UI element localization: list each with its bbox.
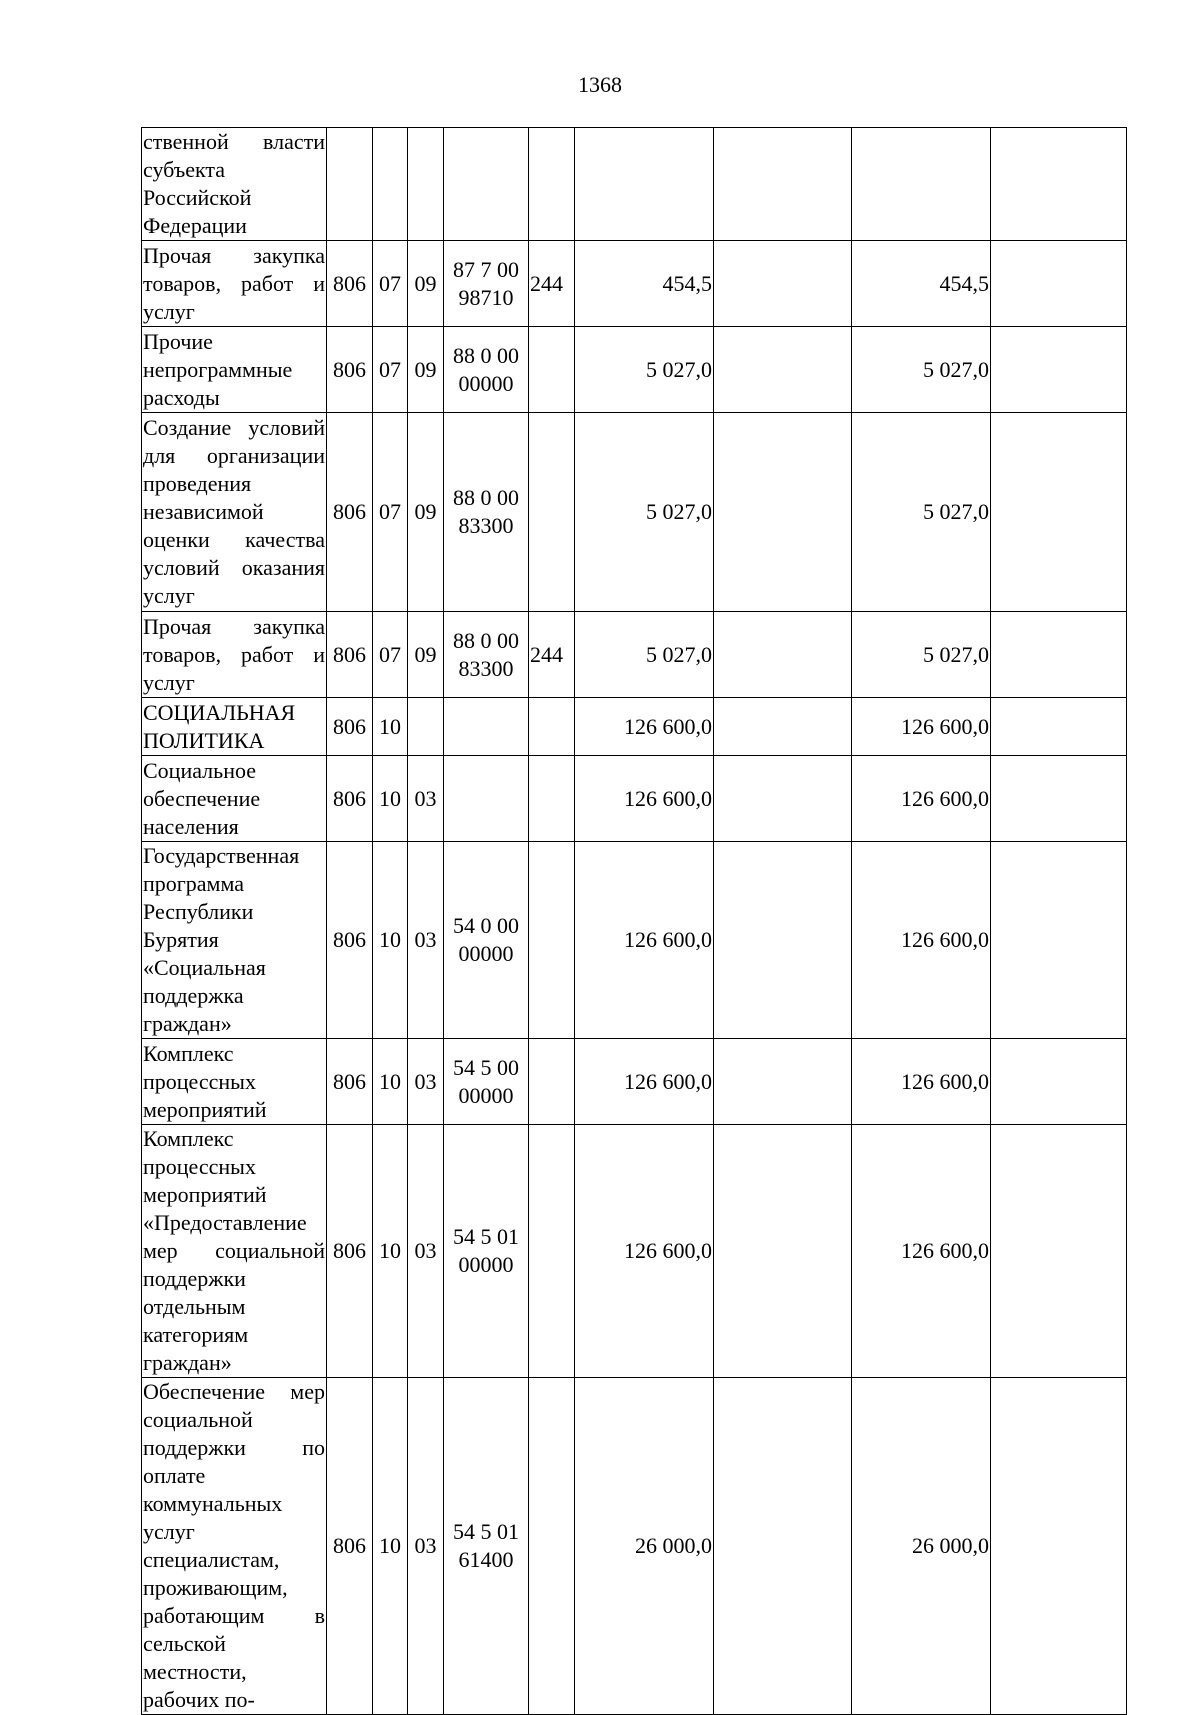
sum4-cell (991, 698, 1127, 756)
sum2-cell (714, 698, 852, 756)
rz-cell (373, 128, 408, 241)
sum1-cell: 126 600,0 (575, 1125, 714, 1378)
rz-cell: 10 (373, 1378, 408, 1715)
pr-cell: 09 (408, 327, 444, 413)
table-row (142, 1125, 1127, 1378)
row-name-cell: Комплекс процессных мероприятий «Предоставление мер социальной поддержки отдельным категориям граждан» (142, 1125, 327, 1378)
pr-cell: 03 (408, 1039, 444, 1125)
sum3-cell: 126 600,0 (852, 756, 991, 842)
table-row (142, 128, 1127, 241)
cs-cell: 54 5 00 00000 (444, 1039, 529, 1125)
vr-cell (529, 1039, 575, 1125)
rz-cell: 10 (373, 842, 408, 1039)
sum1-cell: 126 600,0 (575, 842, 714, 1039)
cs-cell (444, 698, 529, 756)
pr-cell: 03 (408, 756, 444, 842)
table-row (142, 612, 1127, 698)
table-row (142, 842, 1127, 1039)
pr-cell: 09 (408, 612, 444, 698)
row-name-cell: ственной власти субъекта Российской Федерации (142, 128, 327, 241)
sum4-cell (991, 413, 1127, 612)
pr-cell (408, 698, 444, 756)
rz-cell: 07 (373, 612, 408, 698)
vr-cell (529, 698, 575, 756)
table-row (142, 327, 1127, 413)
sum1-cell: 126 600,0 (575, 756, 714, 842)
gr-cell: 806 (327, 1378, 373, 1715)
pr-cell (408, 128, 444, 241)
sum4-cell (991, 1039, 1127, 1125)
rz-cell: 07 (373, 327, 408, 413)
sum1-cell: 126 600,0 (575, 1039, 714, 1125)
pr-cell: 03 (408, 842, 444, 1039)
pr-cell: 09 (408, 413, 444, 612)
sum2-cell (714, 413, 852, 612)
gr-cell: 806 (327, 327, 373, 413)
vr-cell (529, 1378, 575, 1715)
row-name-cell: Прочая закупка товаров, работ и услуг (142, 241, 327, 327)
table-row (142, 698, 1127, 756)
sum4-cell (991, 128, 1127, 241)
gr-cell: 806 (327, 1125, 373, 1378)
table-row (142, 756, 1127, 842)
cs-cell: 54 5 01 61400 (444, 1378, 529, 1715)
sum3-cell: 5 027,0 (852, 612, 991, 698)
sum3-cell: 126 600,0 (852, 1039, 991, 1125)
row-name-cell: Обеспечение мер социальной поддержки по оплате коммунальных услуг специалистам, проживающим, работающим в сельской местности, рабочих по- (142, 1378, 327, 1715)
gr-cell: 806 (327, 612, 373, 698)
sum2-cell (714, 756, 852, 842)
row-name-cell: Создание условий для организации проведения независимой оценки качества условий оказания услуг (142, 413, 327, 612)
pr-cell: 03 (408, 1125, 444, 1378)
table-row (142, 1378, 1127, 1715)
row-name-cell: Прочие непрограммные расходы (142, 327, 327, 413)
sum3-cell: 26 000,0 (852, 1378, 991, 1715)
vr-cell (529, 842, 575, 1039)
sum4-cell (991, 612, 1127, 698)
table-body (142, 128, 1127, 1715)
row-name-cell: Прочая закупка товаров, работ и услуг (142, 612, 327, 698)
pr-cell: 09 (408, 241, 444, 327)
table-row (142, 413, 1127, 612)
cs-cell (444, 756, 529, 842)
sum3-cell: 5 027,0 (852, 327, 991, 413)
sum2-cell (714, 128, 852, 241)
sum1-cell: 5 027,0 (575, 413, 714, 612)
sum3-cell: 126 600,0 (852, 842, 991, 1039)
vr-cell (529, 327, 575, 413)
sum1-cell: 126 600,0 (575, 698, 714, 756)
sum2-cell (714, 612, 852, 698)
sum2-cell (714, 241, 852, 327)
gr-cell: 806 (327, 241, 373, 327)
sum2-cell (714, 1039, 852, 1125)
sum2-cell (714, 842, 852, 1039)
table-row (142, 1039, 1127, 1125)
sum3-cell: 5 027,0 (852, 413, 991, 612)
sum2-cell (714, 327, 852, 413)
sum4-cell (991, 327, 1127, 413)
gr-cell (327, 128, 373, 241)
cs-cell: 87 7 00 98710 (444, 241, 529, 327)
sum2-cell (714, 1378, 852, 1715)
sum1-cell: 454,5 (575, 241, 714, 327)
vr-cell (529, 1125, 575, 1378)
budget-table (141, 127, 1127, 1715)
page-number: 1368 (578, 72, 622, 97)
row-name-cell: Государственная программа Республики Бурятия «Социальная поддержка граждан» (142, 842, 327, 1039)
gr-cell: 806 (327, 413, 373, 612)
sum3-cell: 126 600,0 (852, 1125, 991, 1378)
rz-cell: 10 (373, 698, 408, 756)
sum1-cell: 5 027,0 (575, 612, 714, 698)
rz-cell: 10 (373, 1039, 408, 1125)
gr-cell: 806 (327, 1039, 373, 1125)
sum1-cell: 26 000,0 (575, 1378, 714, 1715)
sum4-cell (991, 1378, 1127, 1715)
row-name-cell: Социальное обеспечение населения (142, 756, 327, 842)
sum4-cell (991, 842, 1127, 1039)
cs-cell: 88 0 00 00000 (444, 327, 529, 413)
sum3-cell (852, 128, 991, 241)
cs-cell: 54 5 01 00000 (444, 1125, 529, 1378)
vr-cell (529, 128, 575, 241)
table-row (142, 241, 1127, 327)
sum1-cell (575, 128, 714, 241)
sum1-cell: 5 027,0 (575, 327, 714, 413)
sum2-cell (714, 1125, 852, 1378)
vr-cell: 244 (529, 241, 575, 327)
gr-cell: 806 (327, 698, 373, 756)
gr-cell: 806 (327, 842, 373, 1039)
cs-cell: 88 0 00 83300 (444, 413, 529, 612)
pr-cell: 03 (408, 1378, 444, 1715)
row-name-cell: СОЦИАЛЬНАЯ ПОЛИТИКА (142, 698, 327, 756)
cs-cell (444, 128, 529, 241)
cs-cell: 54 0 00 00000 (444, 842, 529, 1039)
sum4-cell (991, 756, 1127, 842)
rz-cell: 07 (373, 413, 408, 612)
vr-cell (529, 756, 575, 842)
cs-cell: 88 0 00 83300 (444, 612, 529, 698)
row-name-cell: Комплекс процессных мероприятий (142, 1039, 327, 1125)
rz-cell: 07 (373, 241, 408, 327)
sum4-cell (991, 1125, 1127, 1378)
sum3-cell: 454,5 (852, 241, 991, 327)
rz-cell: 10 (373, 1125, 408, 1378)
gr-cell: 806 (327, 756, 373, 842)
sum3-cell: 126 600,0 (852, 698, 991, 756)
rz-cell: 10 (373, 756, 408, 842)
vr-cell: 244 (529, 612, 575, 698)
vr-cell (529, 413, 575, 612)
sum4-cell (991, 241, 1127, 327)
